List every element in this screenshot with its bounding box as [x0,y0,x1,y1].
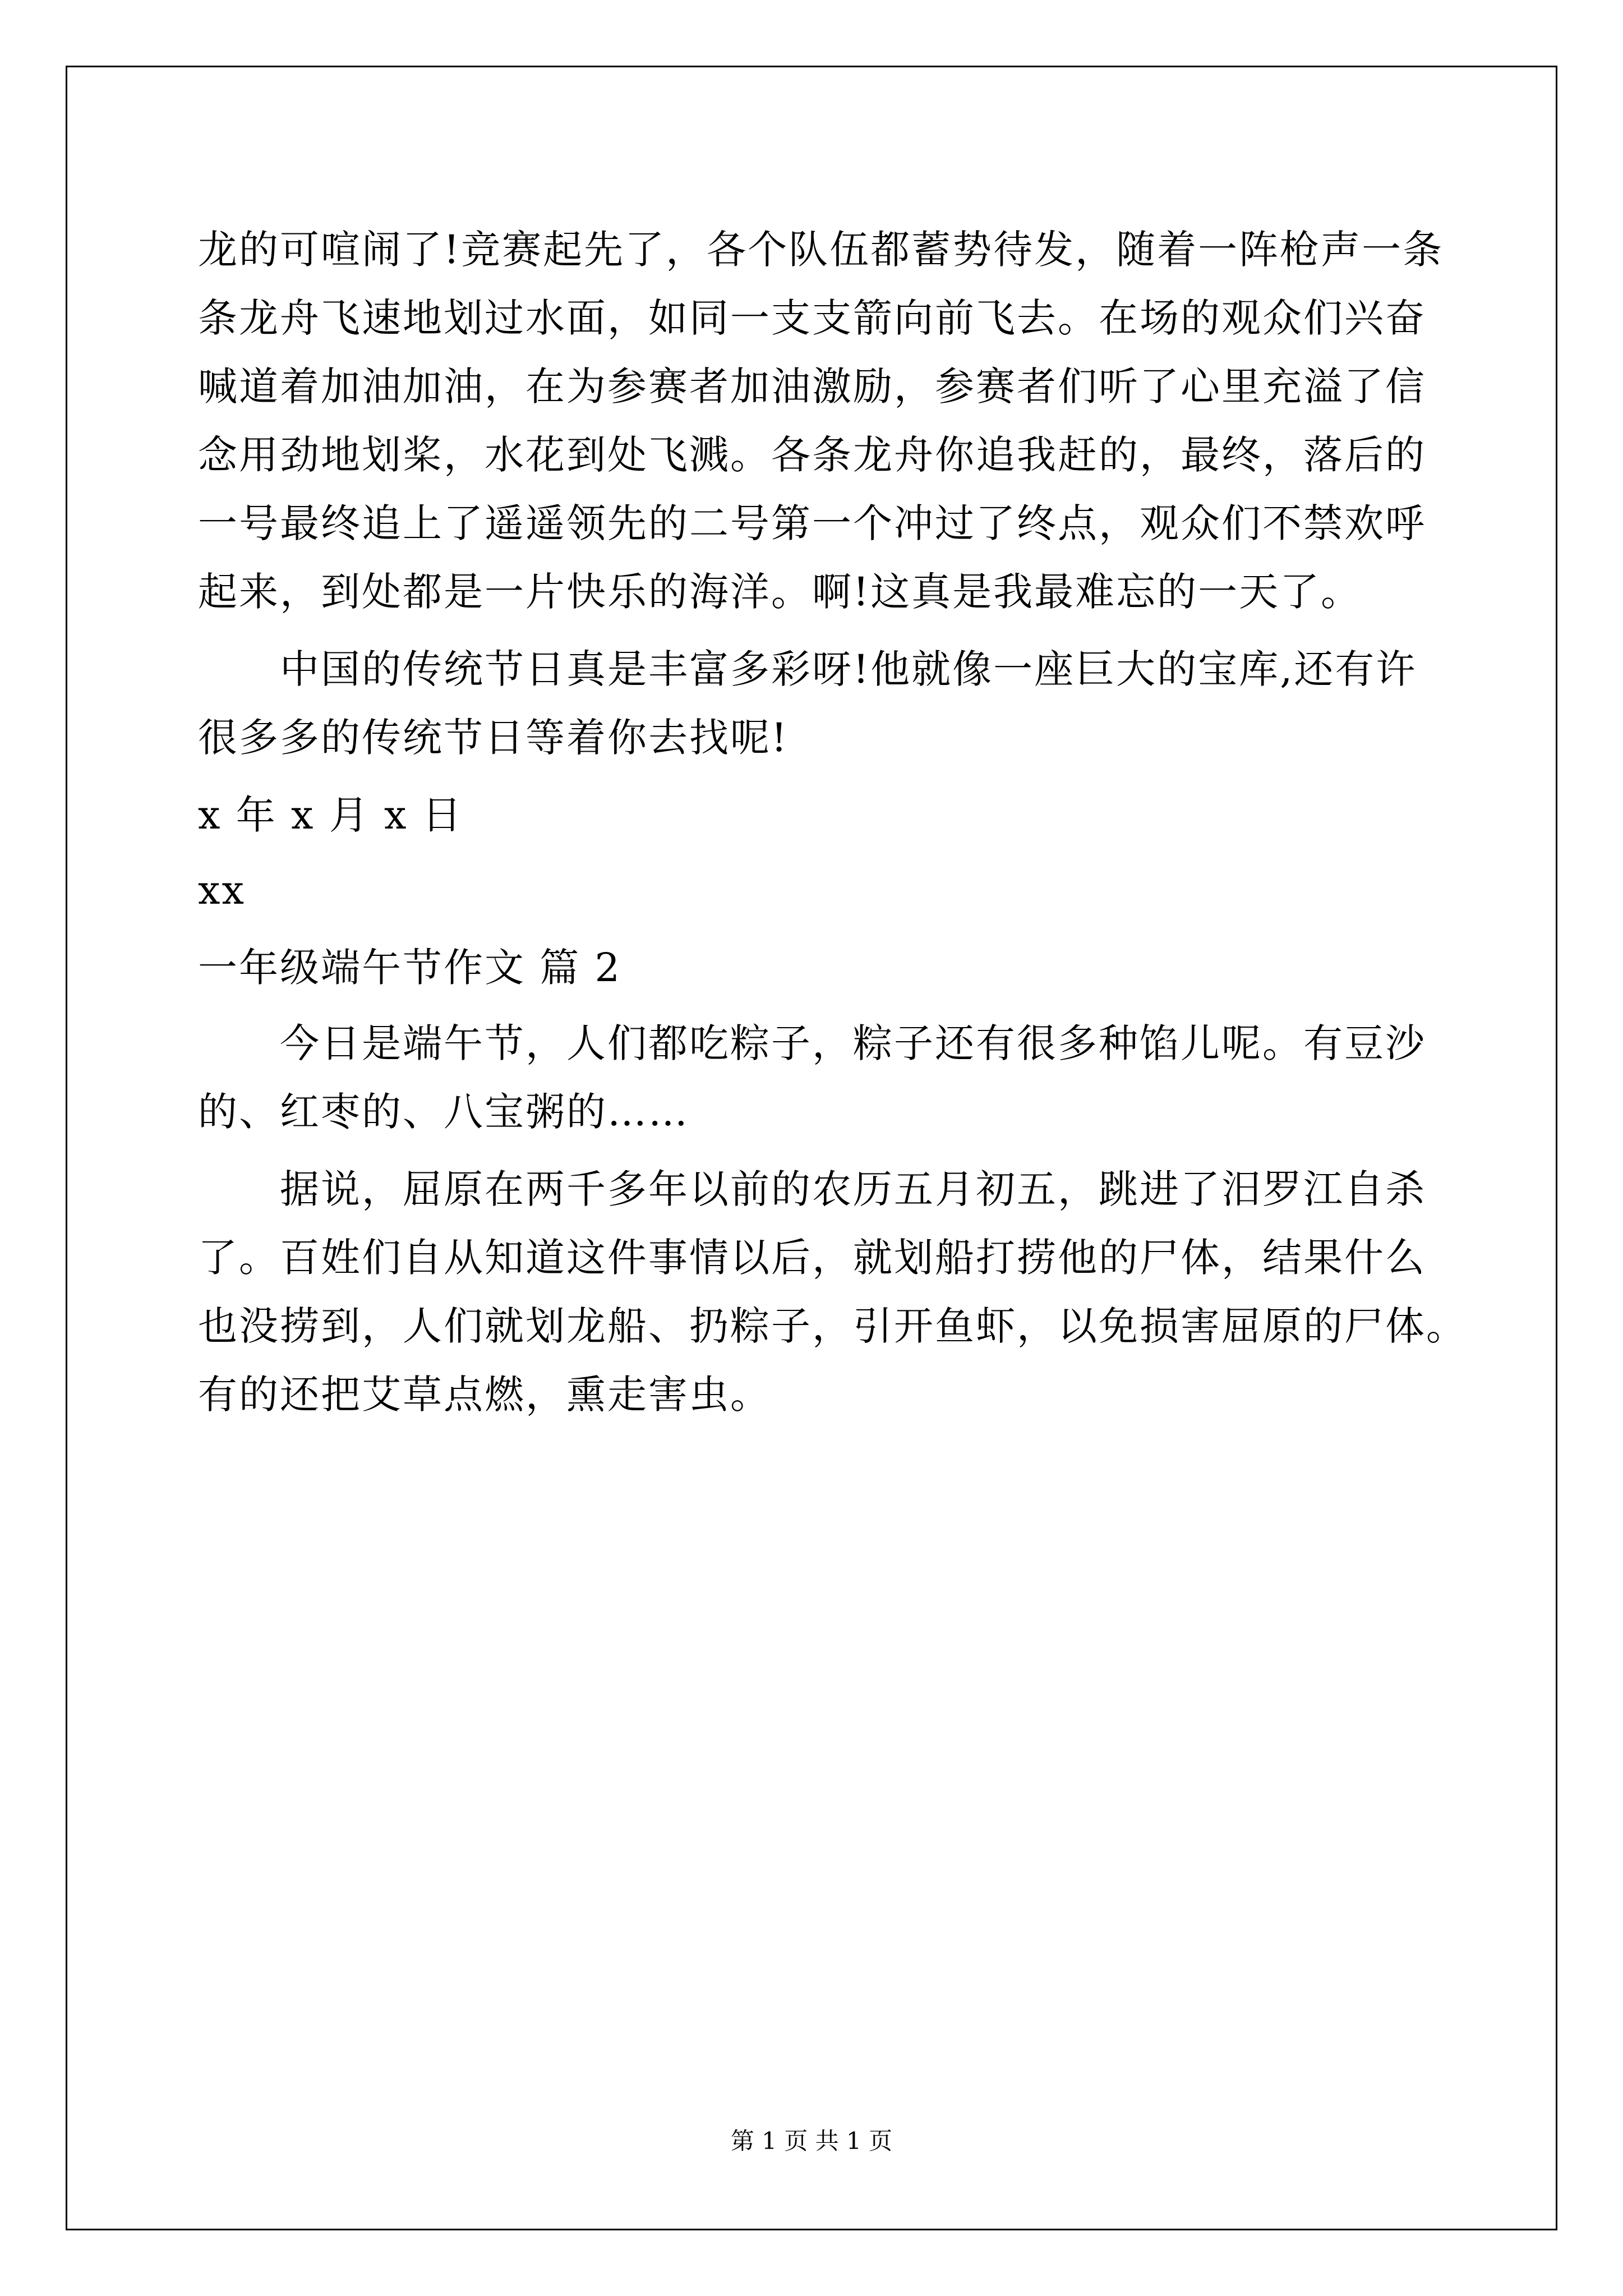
paragraph-line: 了。百姓们自从知道这件事情以后，就划船打捞他的尸体，结果什么 [198,1235,1426,1281]
date-line: x 年 x 月 x 日 [198,792,463,838]
author-line: xx [198,867,246,913]
paragraph-line: 有的还把艾草点燃，熏走害虫。 [198,1372,771,1418]
paragraph-line: 今日是端午节，人们都吃粽子，粽子还有很多种馅儿呢。有豆沙 [280,1020,1426,1066]
paragraph-line: 念用劲地划桨，水花到处飞溅。各条龙舟你追我赶的，最终，落后的 [198,432,1426,478]
paragraph-line: 一号最终追上了遥遥领先的二号第一个冲过了终点，观众们不禁欢呼 [198,500,1426,546]
paragraph-line: 据说，屈原在两千多年以前的农历五月初五，跳进了汨罗江自杀 [280,1166,1426,1212]
paragraph-line: 喊道着加油加油，在为参赛者加油激励，参赛者们听了心里充溢了信 [198,364,1426,409]
section-heading: 一年级端午节作文 篇 2 [198,945,622,991]
paragraph-line: 很多多的传统节日等着你去找呢! [198,715,789,761]
paragraph-line: 条龙舟飞速地划过水面，如同一支支箭向前飞去。在场的观众们兴奋 [198,295,1426,341]
paragraph-line: 龙的可喧闹了!竞赛起先了，各个队伍都蓄势待发，随着一阵枪声一条 [198,227,1444,273]
paragraph-line: 也没捞到，人们就划龙船、扔粽子，引开鱼虾，以免损害屈原的尸体。 [198,1303,1467,1349]
paragraph-line: 中国的传统节日真是丰富多彩呀!他就像一座巨大的宝库,还有许 [280,646,1417,692]
page-number-footer: 第 1 页 共 1 页 [730,2127,893,2155]
paragraph-line: 起来，到处都是一片快乐的海洋。啊!这真是我最难忘的一天了。 [198,569,1362,615]
paragraph-line: 的、红枣的、八宝粥的…… [198,1089,689,1135]
